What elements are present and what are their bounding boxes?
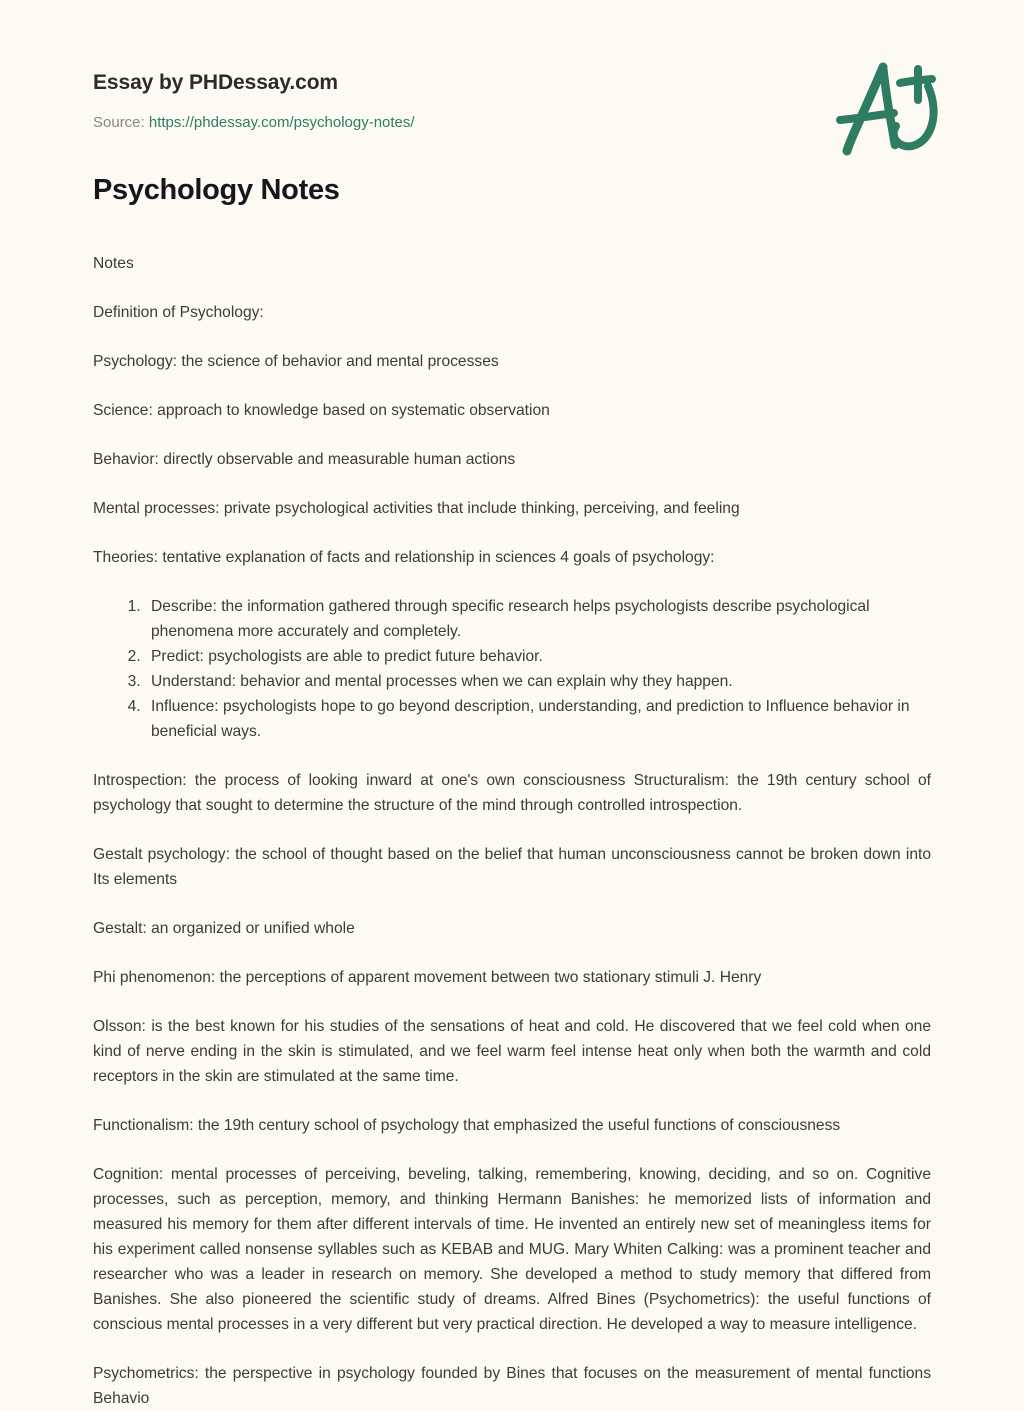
list-item: 1. Describe: the information gathered through specific research helps psychologists describe psychological phenomena more accurately and completely. (145, 594, 931, 644)
paragraph: Psychometrics: the perspective in psychology founded by Bines that focuses on the measurement of mental functions Behavio (93, 1364, 931, 1407)
paragraph: Functionalism: the 19th century school of psychology that emphasized the useful functions of consciousness (93, 1116, 841, 1134)
document-header (0, 0, 1024, 175)
paragraph: Behavior: directly observable and measurable human actions (93, 450, 516, 468)
article-body (0, 175, 1024, 1411)
page-title: Psychology Notes (93, 174, 340, 206)
list-item: 3. Understand: behavior and mental processes when we can explain why they happen. (145, 669, 931, 694)
paragraph: Science: approach to knowledge based on systematic observation (93, 401, 550, 419)
source-url-link[interactable]: https://phdessay.com/psychology-notes/ (148, 114, 415, 132)
paragraph: Psychology: the science of behavior and mental processes (93, 352, 499, 370)
phdessay-a-plus-logo-icon (822, 52, 962, 164)
byline: Essay by PHDessay.com (93, 71, 338, 94)
list-item: 4. Influence: psychologists hope to go beyond description, understanding, and prediction to Influence behavior in beneficial ways. (145, 694, 931, 744)
source-line (93, 114, 931, 132)
paragraph: Phi phenomenon: the perceptions of apparent movement between two stationary stimuli J. Henry (93, 968, 762, 986)
paragraph: Mental processes: private psychological activities that include thinking, perceiving, and feeling (93, 499, 740, 517)
source-label: Source: (93, 114, 145, 132)
paragraph: Notes (93, 254, 134, 272)
paragraph: Gestalt psychology: the school of thought based on the belief that human unconsciousness cannot be broken down into Its elements (93, 845, 931, 888)
paragraph: Olsson: is the best known for his studies of the sensations of heat and cold. He discovered that we feel cold when one kind of nerve ending in the skin is stimulated, and we feel warm feel intense heat only when both the warmth and cold receptors in the skin are stimulated at the same time. (93, 1017, 931, 1085)
goals-of-psychology-list (93, 594, 931, 744)
paragraph: Gestalt: an organized or unified whole (93, 919, 355, 937)
paragraph: Introspection: the process of looking inward at one's own consciousness Structuralism: the 19th century school of psychology that sought to determine the structure of the mind through controlled introspection. (93, 771, 931, 814)
list-item: 2. Predict: psychologists are able to predict future behavior. (145, 644, 931, 669)
paragraph: Definition of Psychology: (93, 303, 264, 321)
paragraph: Theories: tentative explanation of facts and relationship in sciences 4 goals of psychology: (93, 548, 715, 566)
paragraph: Cognition: mental processes of perceiving, beveling, talking, remembering, knowing, deciding, and so on. Cognitive processes, such as perception, memory, and thinking Hermann Banishes: he memorized lists of information and measured his memory for them after different intervals of time. He invented an entirely new set of meaningless items for his experiment called nonsense syllables such as KEBAB and MUG. Mary Whiten Calking: was a prominent teacher and researcher who was a leader in research on memory. She developed a method to study memory that differed from Banishes. She also pioneered the scientific study of dreams. Alfred Bines (Psychometrics): the useful functions of conscious mental processes in a very different but very practical direction. He developed a way to measure intelligence. (93, 1165, 931, 1333)
